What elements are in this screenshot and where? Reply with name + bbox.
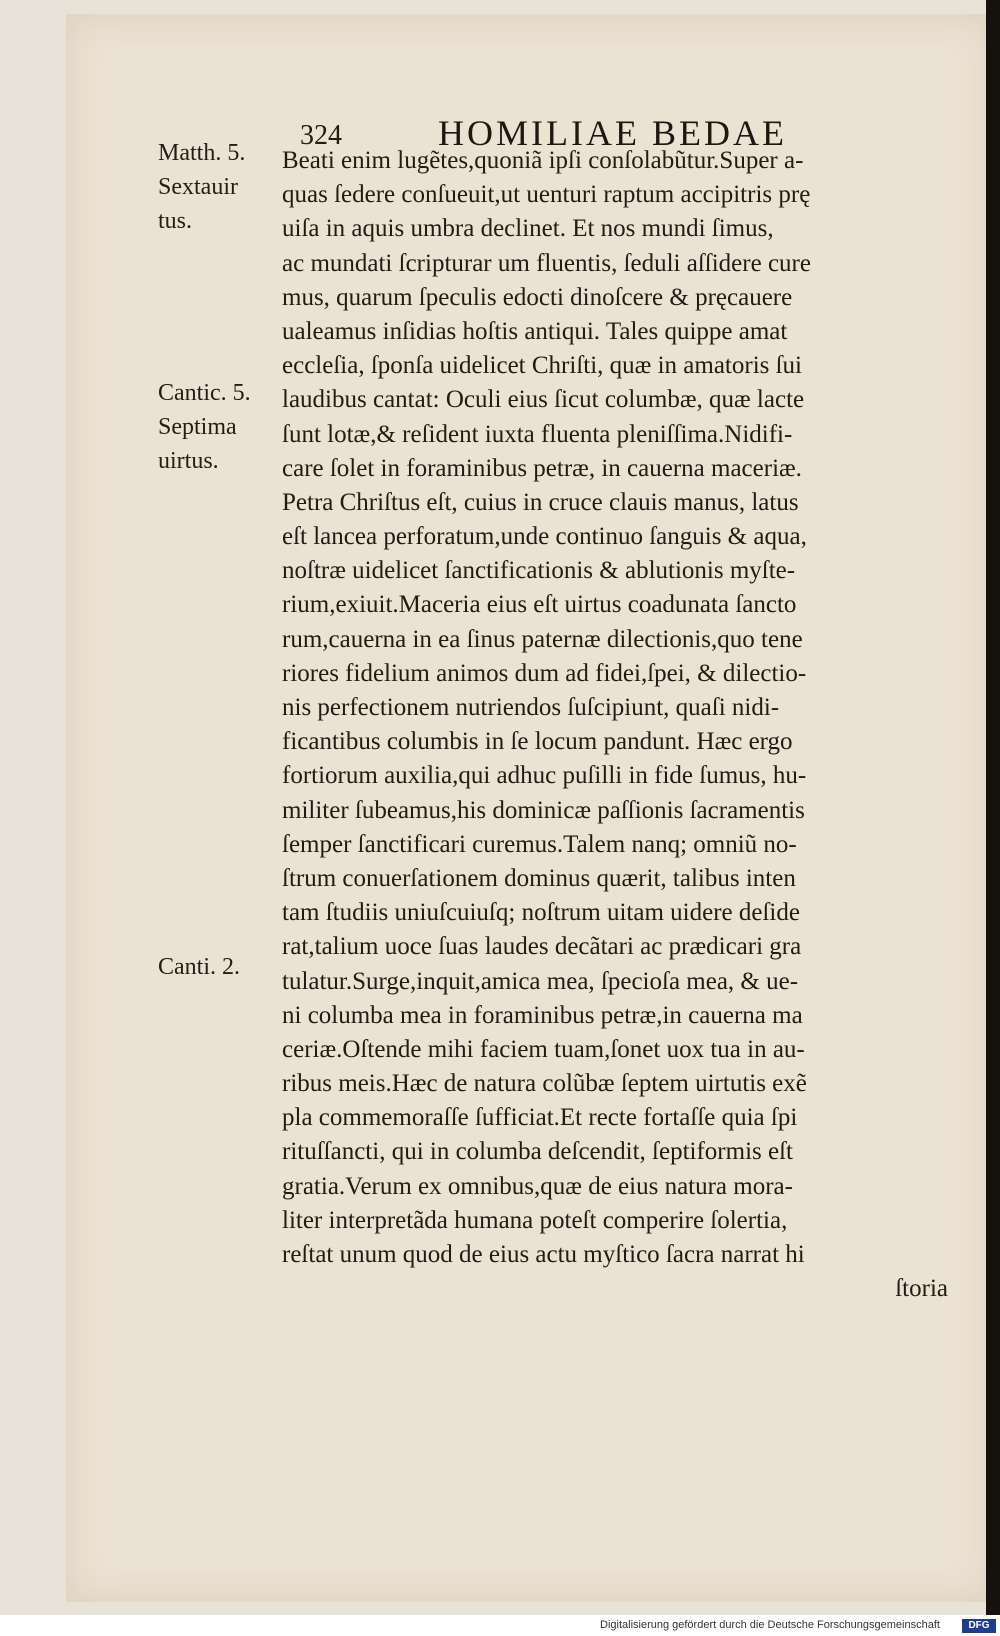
text-line: ſtrum conuerſationem dominus quærit, talibus inten xyxy=(282,864,796,892)
text-line: tam ſtudiis uniuſcuiuſq; noſtrum uitam uidere deſide xyxy=(282,899,800,927)
digitization-credit: Digitalisierung gefördert durch die Deutsche Forschungsgemeinschaft xyxy=(600,1619,940,1631)
dfg-logo: DFG xyxy=(962,1619,996,1633)
text-line: nis perfectionem nutriendos ſuſcipiunt, quaſi nidi- xyxy=(282,694,780,721)
page-number: 324 xyxy=(300,120,342,151)
text-line: reſtat unum quod de eius actu myſtico ſacra narrat hi xyxy=(282,1241,805,1268)
text-line: rium,exiuit.Maceria eius eſt uirtus coadunata ſancto xyxy=(282,591,797,619)
book-spine-edge xyxy=(986,0,1000,1615)
text-line: ac mundati ſcripturar um fluentis, ſeduli aſſidere cure xyxy=(282,249,811,277)
text-line: ceriæ.Oſtende mihi faciem tuam,ſonet uox tua in au- xyxy=(282,1035,805,1063)
text-line: ficantibus columbis in ſe locum pandunt. Hæc ergo xyxy=(282,728,793,756)
text-line: mus, quarum ſpeculis edocti dinoſcere & pręcauere xyxy=(282,283,793,311)
margin-note: Sextauir xyxy=(158,174,238,200)
text-line: tulatur.Surge,inquit,amica mea, ſpecioſa mea, & ue- xyxy=(282,967,799,995)
text-line: ſemper ſanctificari curemus.Talem nanq; omniũ no- xyxy=(282,830,797,858)
text-line: ſtoria xyxy=(895,1275,948,1303)
text-line: pla commemoraſſe ſufficiat.Et recte fortaſſe quia ſpi xyxy=(282,1104,798,1132)
text-line: Beati enim lugẽtes,quoniã ipſi conſolabũtur.Super a- xyxy=(282,147,804,174)
text-line: rat,talium uoce ſuas laudes decãtari ac prædicari gra xyxy=(282,933,802,961)
text-line: Petra Chriſtus eſt, cuius in cruce clauis manus, latus xyxy=(282,488,799,516)
text-line: rituſſancti, qui in columba deſcendit, ſeptiformis eſt xyxy=(282,1138,793,1166)
running-title: HOMILIAE BEDAE xyxy=(438,113,787,153)
text-line: rum,cauerna in ea ſinus paternæ dilectionis,quo tene xyxy=(282,625,803,653)
margin-note: Canti. 2. xyxy=(158,954,240,980)
text-line: fortiorum auxilia,qui adhuc puſilli in fide ſumus, hu- xyxy=(282,762,807,790)
text-line: gratia.Verum ex omnibus,quæ de eius natura mora- xyxy=(282,1172,793,1200)
margin-note: Cantic. 5. xyxy=(158,380,251,406)
text-line: eſt lancea perforatum,unde continuo ſanguis & aqua, xyxy=(282,523,807,551)
margin-note: Septima xyxy=(158,414,237,440)
margin-note: uirtus. xyxy=(158,448,219,474)
margin-note: tus. xyxy=(158,208,193,234)
text-line: quas ſedere conſueuit,ut uenturi raptum accipitris prę xyxy=(282,181,811,209)
text-line: liter interpretãda humana poteſt comperire ſolertia, xyxy=(282,1206,788,1234)
text-line: ſunt lotæ,& reſident iuxta fluenta pleniſſima.Nidifi- xyxy=(282,420,793,448)
text-line: noſtræ uidelicet ſanctificationis & ablutionis myſte- xyxy=(282,557,796,585)
text-line: ualeamus inſidias hoſtis antiqui. Tales quippe amat xyxy=(282,317,788,345)
text-line: ni columba mea in foraminibus petræ,in cauerna ma xyxy=(282,1001,803,1029)
text-line: laudibus cantat: Oculi eius ſicut columbæ, quæ lacte xyxy=(282,386,805,414)
body-text xyxy=(282,144,958,1306)
text-line: uiſa in aquis umbra declinet. Et nos mundi ſimus, xyxy=(282,215,774,243)
text-line: riores fidelium animos dum ad fidei,ſpei, & dilectio- xyxy=(282,659,807,687)
text-line: militer ſubeamus,his dominicæ paſſionis ſacramentis xyxy=(282,796,805,824)
text-line: care ſolet in foraminibus petræ, in cauerna maceriæ. xyxy=(282,454,802,482)
text-line: eccleſia, ſponſa uidelicet Chriſti, quæ in amatoris ſui xyxy=(282,352,803,380)
text-line: ribus meis.Hæc de natura colũbæ ſeptem uirtutis exẽ xyxy=(282,1070,807,1098)
margin-note: Matth. 5. xyxy=(158,140,246,166)
